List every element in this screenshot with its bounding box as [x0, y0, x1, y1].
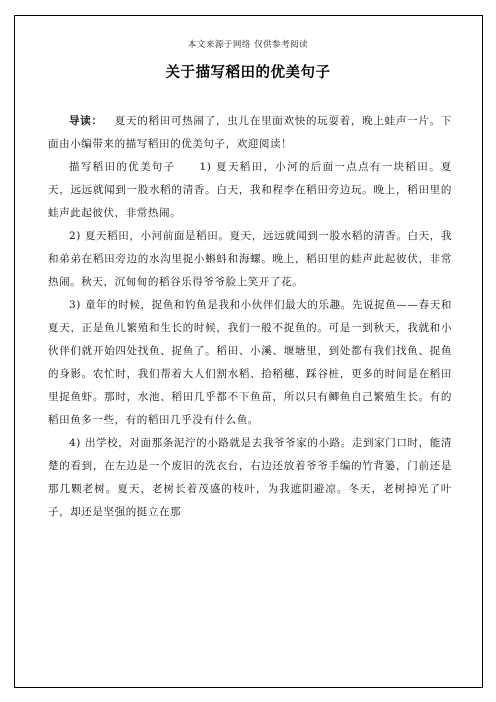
paragraph-3: 3) 童年的时候，捉鱼和钓鱼是我和小伙伴们最大的乐趣。先说捉鱼——春天和夏天，正是鱼儿繁殖和生长的时候，我们一般不捉鱼的。可是一到秋天，我就和小伙伴们就开始四处找鱼、捉鱼了。稻田、小溪、堰塘里，到处都有我们找鱼、捉鱼的身影。农忙时，我们帮着大人们割水稻、拾稻穗、踩谷桩，更多的时间是在稻田里捉鱼虾。那时，水池、稻田几乎都不下鱼苗，所以只有鲫鱼自己繁殖生长。有的稻田鱼多一些，有的稻田几乎没有什么鱼。: [48, 299, 452, 426]
intro-label: 导读：: [69, 115, 103, 127]
first-item-text: 1) 夏天稻田，小河的后面一点点有一块稻田。夏天，远远就闻到一股水稻的清香。白天，我和程李在稻田旁边玩。晚上，稻田里的蛙声此起彼伏，非常热闹。: [48, 161, 452, 219]
paragraph-4: 4) 出学校，对面那条泥泞的小路就是去我爷爷家的小路。走到家门口时，能清楚的看到，在左边是一个废旧的洗衣台，右边还放着爷爷手编的竹背篓，门前还是那几颗老树。夏天，老树长着茂盛的枝叶，为我遮阴避凉。冬天，老树掉光了叶子，却还是坚强的挺立在那: [48, 437, 452, 518]
section-paragraph: [48, 156, 452, 225]
intro-text: 夏天的稻田可热闹了，虫儿在里面欢快的玩耍着，晚上蛙声一片。下面由小编带来的描写稻田的优美句子，欢迎阅读！: [48, 115, 452, 150]
source-note: 本文来源于网络 仅供参考阅读: [187, 40, 309, 50]
intro-paragraph: [48, 110, 452, 156]
paragraph-2: 2) 夏天稻田，小河前面是稻田。夏天，远远就闻到一股水稻的清香。白天，我和弟弟在稻田旁边的水沟里捉小蝌蚪和海螺。晚上，稻田里的蛙声此起彼伏，非常热闹。秋天，沉甸甸的稻谷乐得爷爷脸上笑开了花。: [48, 230, 452, 288]
section-heading: 描写稻田的优美句子: [69, 161, 176, 173]
page-title: 关于描写稻田的优美句子: [165, 65, 331, 81]
document-body: [48, 110, 452, 524]
